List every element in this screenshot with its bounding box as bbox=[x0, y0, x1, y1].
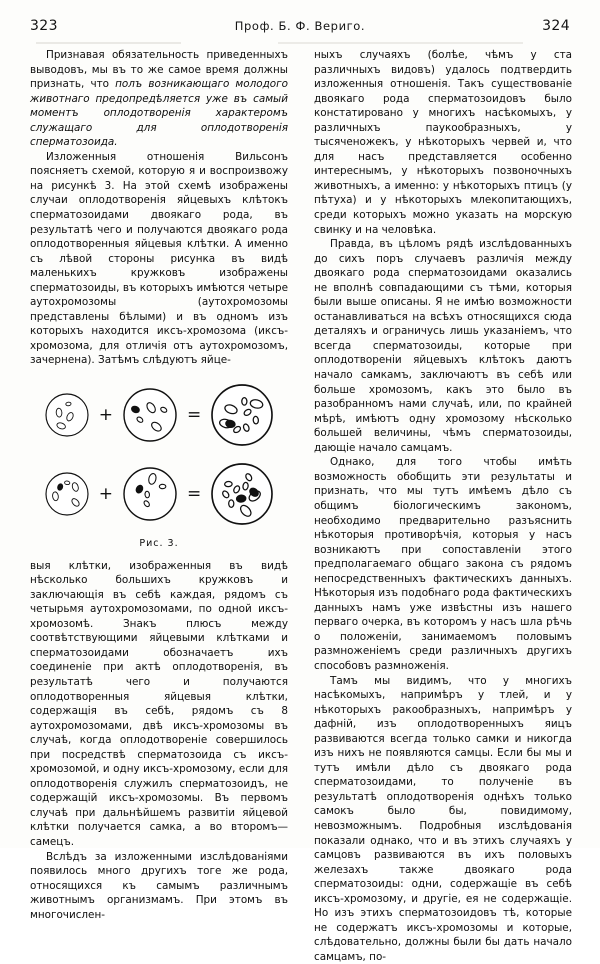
folio-left: 323 bbox=[30, 18, 58, 34]
row-male-offspring bbox=[30, 377, 288, 453]
paragraph-vsled-za bbox=[30, 850, 288, 923]
scan-speckle bbox=[278, 42, 523, 44]
text-run: Признавая обязательность приведенныхъ выводовъ, мы въ то же самое время должны признать, что bbox=[30, 49, 288, 91]
text-run: ныхъ случаяхъ (болѣе, чѣмъ у ста различныхъ видовъ) удалось подтвердить изложенныя отношенія. Такъ существованіе двоякаго рода сперматозоидовъ было констатировано у многихъ насѣкомыхъ, у различныхъ паукообразныхъ, у тысяченожекъ, у нѣкоторыхъ червей и, что для насъ представляется особенно интереснымъ, у нѣкоторыхъ позвоночныхъ животныхъ, а именно: у нѣкоторыхъ птицъ (у пѣтуха) и у нѣкоторыхъ млекопитающихъ, среди которыхъ можно указать на морскую свинку и на человѣка. bbox=[314, 49, 572, 236]
plus-sign: + bbox=[98, 404, 113, 425]
chromosome-cell-result bbox=[209, 382, 275, 448]
text-run: Однако, для того чтобы имѣть возможность обобщить эти результаты и признать, что мы тутъ имѣемъ дѣло съ общимъ біологическимъ закономъ, необходимо предварительно разъяснить нѣкоторыя противорѣчія, которыя у насъ возникаютъ при сопоставленіи этого предполагаемаго общаго закона съ рядомъ непосредственныхъ фактическихъ данныхъ. Нѣкоторыя изъ подобнаго рода фактическихъ данныхъ намъ уже извѣстны изъ нашего перваго очерка, въ которомъ у насъ шла рѣчь о положеніи, занимаемомъ половымъ размноженіемъ среди различныхъ другихъ способовъ размноженія. bbox=[314, 456, 572, 672]
text-column-right bbox=[314, 48, 572, 963]
chromosome-cell-egg bbox=[121, 465, 179, 523]
paragraph-pravda bbox=[314, 237, 572, 455]
running-head-title: Проф. Б. Ф. Вериго. bbox=[234, 19, 366, 33]
equals-sign: = bbox=[187, 404, 202, 425]
folio-right: 324 bbox=[542, 18, 570, 34]
chromosome-cell-egg bbox=[121, 386, 179, 444]
paragraph-izlozhennyya bbox=[30, 150, 288, 368]
paragraph-odnako bbox=[314, 455, 572, 673]
text-run: Вслѣдъ за изложенными изслѣдованіями появилось много другихъ тоге же рода, относящихся къ самымъ различнымъ животнымъ организмамъ. При этомъ въ многочислен- bbox=[30, 850, 288, 921]
chromosome-cell-sperm bbox=[43, 470, 91, 518]
text-run: Тамъ мы видимъ, что у многихъ насѣкомыхъ, напримѣръ у тлей, и у нѣкоторыхъ ракообразныхъ, напримѣръ у дафній, изъ оплодотворенныхъ яицъ развиваются всегда только самки и никогда изъ нихъ не появляются самцы. Если бы мы и тутъ имѣли дѣло съ двоякаго рода сперматозоидами, то полученіе въ результатѣ оплодотворенія однѣхъ только самокъ было бы, повидимому, невозможнымъ. Подробныя изслѣдованія показали однако, что и въ этихъ случаяхъ у самцовъ развиваются въ ихъ половыхъ железахъ также двоякаго рода сперматозоиды: одни, содержащіе въ себѣ иксъ-хромозому, и другіе, ея не содержащіе. Но изъ этихъ сперматозоидовъ тѣ, которые не содержатъ иксъ-хромозомы и которые, слѣдовательно, должны были бы дать начало самцамъ, по- bbox=[314, 674, 572, 963]
paragraph-nyh-sluchayah bbox=[314, 48, 572, 237]
text-run: Правда, въ цѣломъ рядѣ изслѣдованныхъ до сихъ поръ случаевъ различія между двоякаго рода сперматозоидами оказались не вполнѣ совпадающими съ тѣми, которыя были выше описаны. Я не имѣю возможности останавливаться на всѣхъ относящихся сюда деталяхъ и ограничусь лишь указаніемъ, что всегда сперматозоиды, которые при оплодотвореніи яйцевыхъ клѣтокъ даютъ начало самкамъ, заключаютъ въ себѣ или больше хромозомъ, какъ это было въ разобранномъ нами случаѣ, или, по крайней мѣрѣ, имѣютъ одну хромозому нѣсколько большей величины, чѣмъ сперматозоиды, дающіе начало самцамъ. bbox=[314, 238, 572, 454]
row-female-offspring bbox=[30, 453, 288, 535]
text-run: Изложенныя отношенія Вильсонъ поясняетъ схемой, которую я и воспроизвожу на рисункѣ 3. На этой схемѣ изображены случаи оплодотворенія яйцевыхъ клѣтокъ сперматозоидами двоякаго рода, въ результатѣ чего и получаются двоякаго рода оплодотворенныя яйцевыя клѣтки. А именно съ лѣвой стороны рисунка въ видѣ маленькихъ кружковъ изображены сперматозоиды, въ которыхъ имѣются четыре аутохромозомы (аутохромозомы представлены бѣлыми) и въ одномъ изъ которыхъ находится иксъ-хромозома (иксъ-хромозома, для отличія отъ аутохромозомъ, зачернена). Затѣмъ слѣдуютъ яйце- bbox=[30, 150, 288, 367]
figure-3-fertilization-scheme bbox=[30, 377, 288, 552]
paragraph-vyya-kletki bbox=[30, 559, 288, 850]
paragraph-priznavaya bbox=[30, 48, 288, 150]
text-column-left bbox=[30, 48, 288, 921]
scan-speckle bbox=[36, 42, 181, 44]
chromosome-cell-result bbox=[209, 461, 275, 527]
text-run: выя клѣтки, изображенныя въ видѣ нѣсколько большихъ кружковъ и заключающія въ себѣ каждая, рядомъ съ четырьмя аутохромозомами, по одной иксъ-хромозомѣ. Знакъ плюсъ между соотвѣтствующими яйцевыми клѣтками и сперматозоидами обозначаетъ ихъ соединеніе при актѣ оплодотворенія, въ результатѣ чего и получаются оплодотворенныя яйцевыя клѣтки, содержащія въ себѣ, рядомъ съ 8 аутохромозомами, двѣ иксъ-хромозомы въ случаѣ, когда оплодотвореніе совершилось при посредствѣ сперматозоида съ иксъ-хромозомой, и одну иксъ-хромозому, если для оплодотворенія служилъ сперматозоидъ, не содержащій иксъ-хромозомы. Въ первомъ случаѣ при дальнѣйшемъ развитіи яйцевой клѣтки получается самка, а во второмъ—самецъ. bbox=[30, 559, 288, 848]
two-column-body bbox=[30, 48, 572, 963]
plus-sign: + bbox=[98, 483, 113, 504]
figure-caption: Рис. 3. bbox=[139, 538, 179, 550]
emphasis-run: полъ возникающаго молодого животнаго предопредѣляется уже въ самый моментъ оплодотворенія характеромъ служащаго для оплодотворенія сперматозоида. bbox=[30, 78, 288, 149]
paragraph-tam-my-vidim bbox=[314, 674, 572, 964]
running-head bbox=[30, 18, 570, 40]
chromosome-cell-sperm bbox=[43, 391, 91, 439]
equals-sign: = bbox=[187, 483, 202, 504]
